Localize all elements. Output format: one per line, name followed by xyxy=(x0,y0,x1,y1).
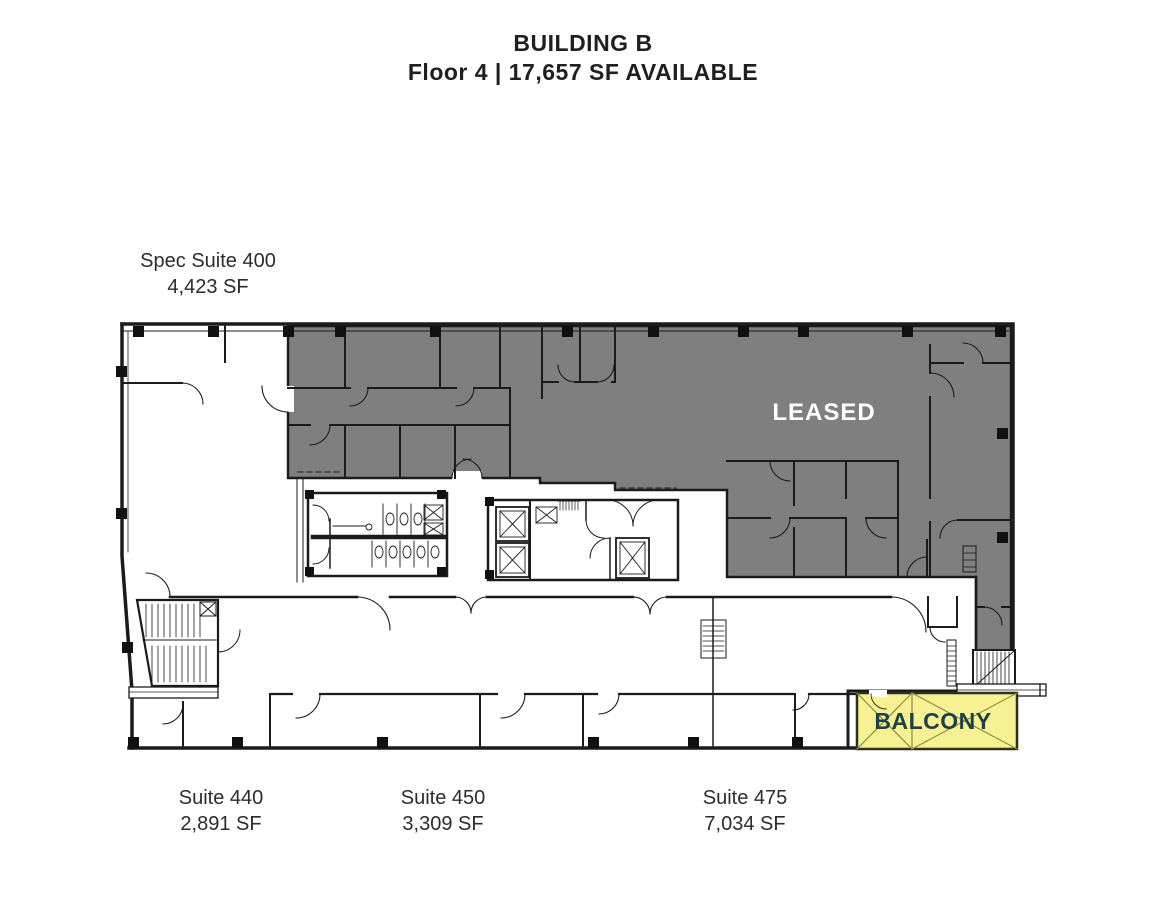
elevator-core xyxy=(488,500,678,580)
restroom-core xyxy=(308,493,447,576)
stairs-southwest xyxy=(129,600,240,698)
spec-suite-walls xyxy=(122,326,303,582)
plan-title xyxy=(408,29,758,87)
suite-440-label xyxy=(179,785,264,837)
suite-440-area: 2,891 SF xyxy=(180,813,262,835)
building-name: BUILDING B xyxy=(513,30,653,56)
suite-475-name: Suite 475 xyxy=(702,787,788,809)
corridor-walls xyxy=(146,573,976,650)
suite-475-label xyxy=(703,785,788,837)
suite-450-name: Suite 450 xyxy=(400,787,486,809)
leased-label: LEASED xyxy=(772,399,876,426)
balcony-label: BALCONY xyxy=(874,708,992,734)
lower-suite-walls xyxy=(163,597,958,748)
suite-450-label xyxy=(401,785,486,837)
floor-availability: Floor 4 | 17,657 SF AVAILABLE xyxy=(407,59,759,85)
suite-440-name: Suite 440 xyxy=(178,787,264,809)
suite-475-area: 7,034 SF xyxy=(704,813,786,835)
spec-suite-label xyxy=(140,248,276,300)
spec-suite-name: Spec Suite 400 xyxy=(140,250,276,272)
spec-suite-area: 4,423 SF xyxy=(167,276,249,298)
suite-450-area: 3,309 SF xyxy=(402,813,484,835)
